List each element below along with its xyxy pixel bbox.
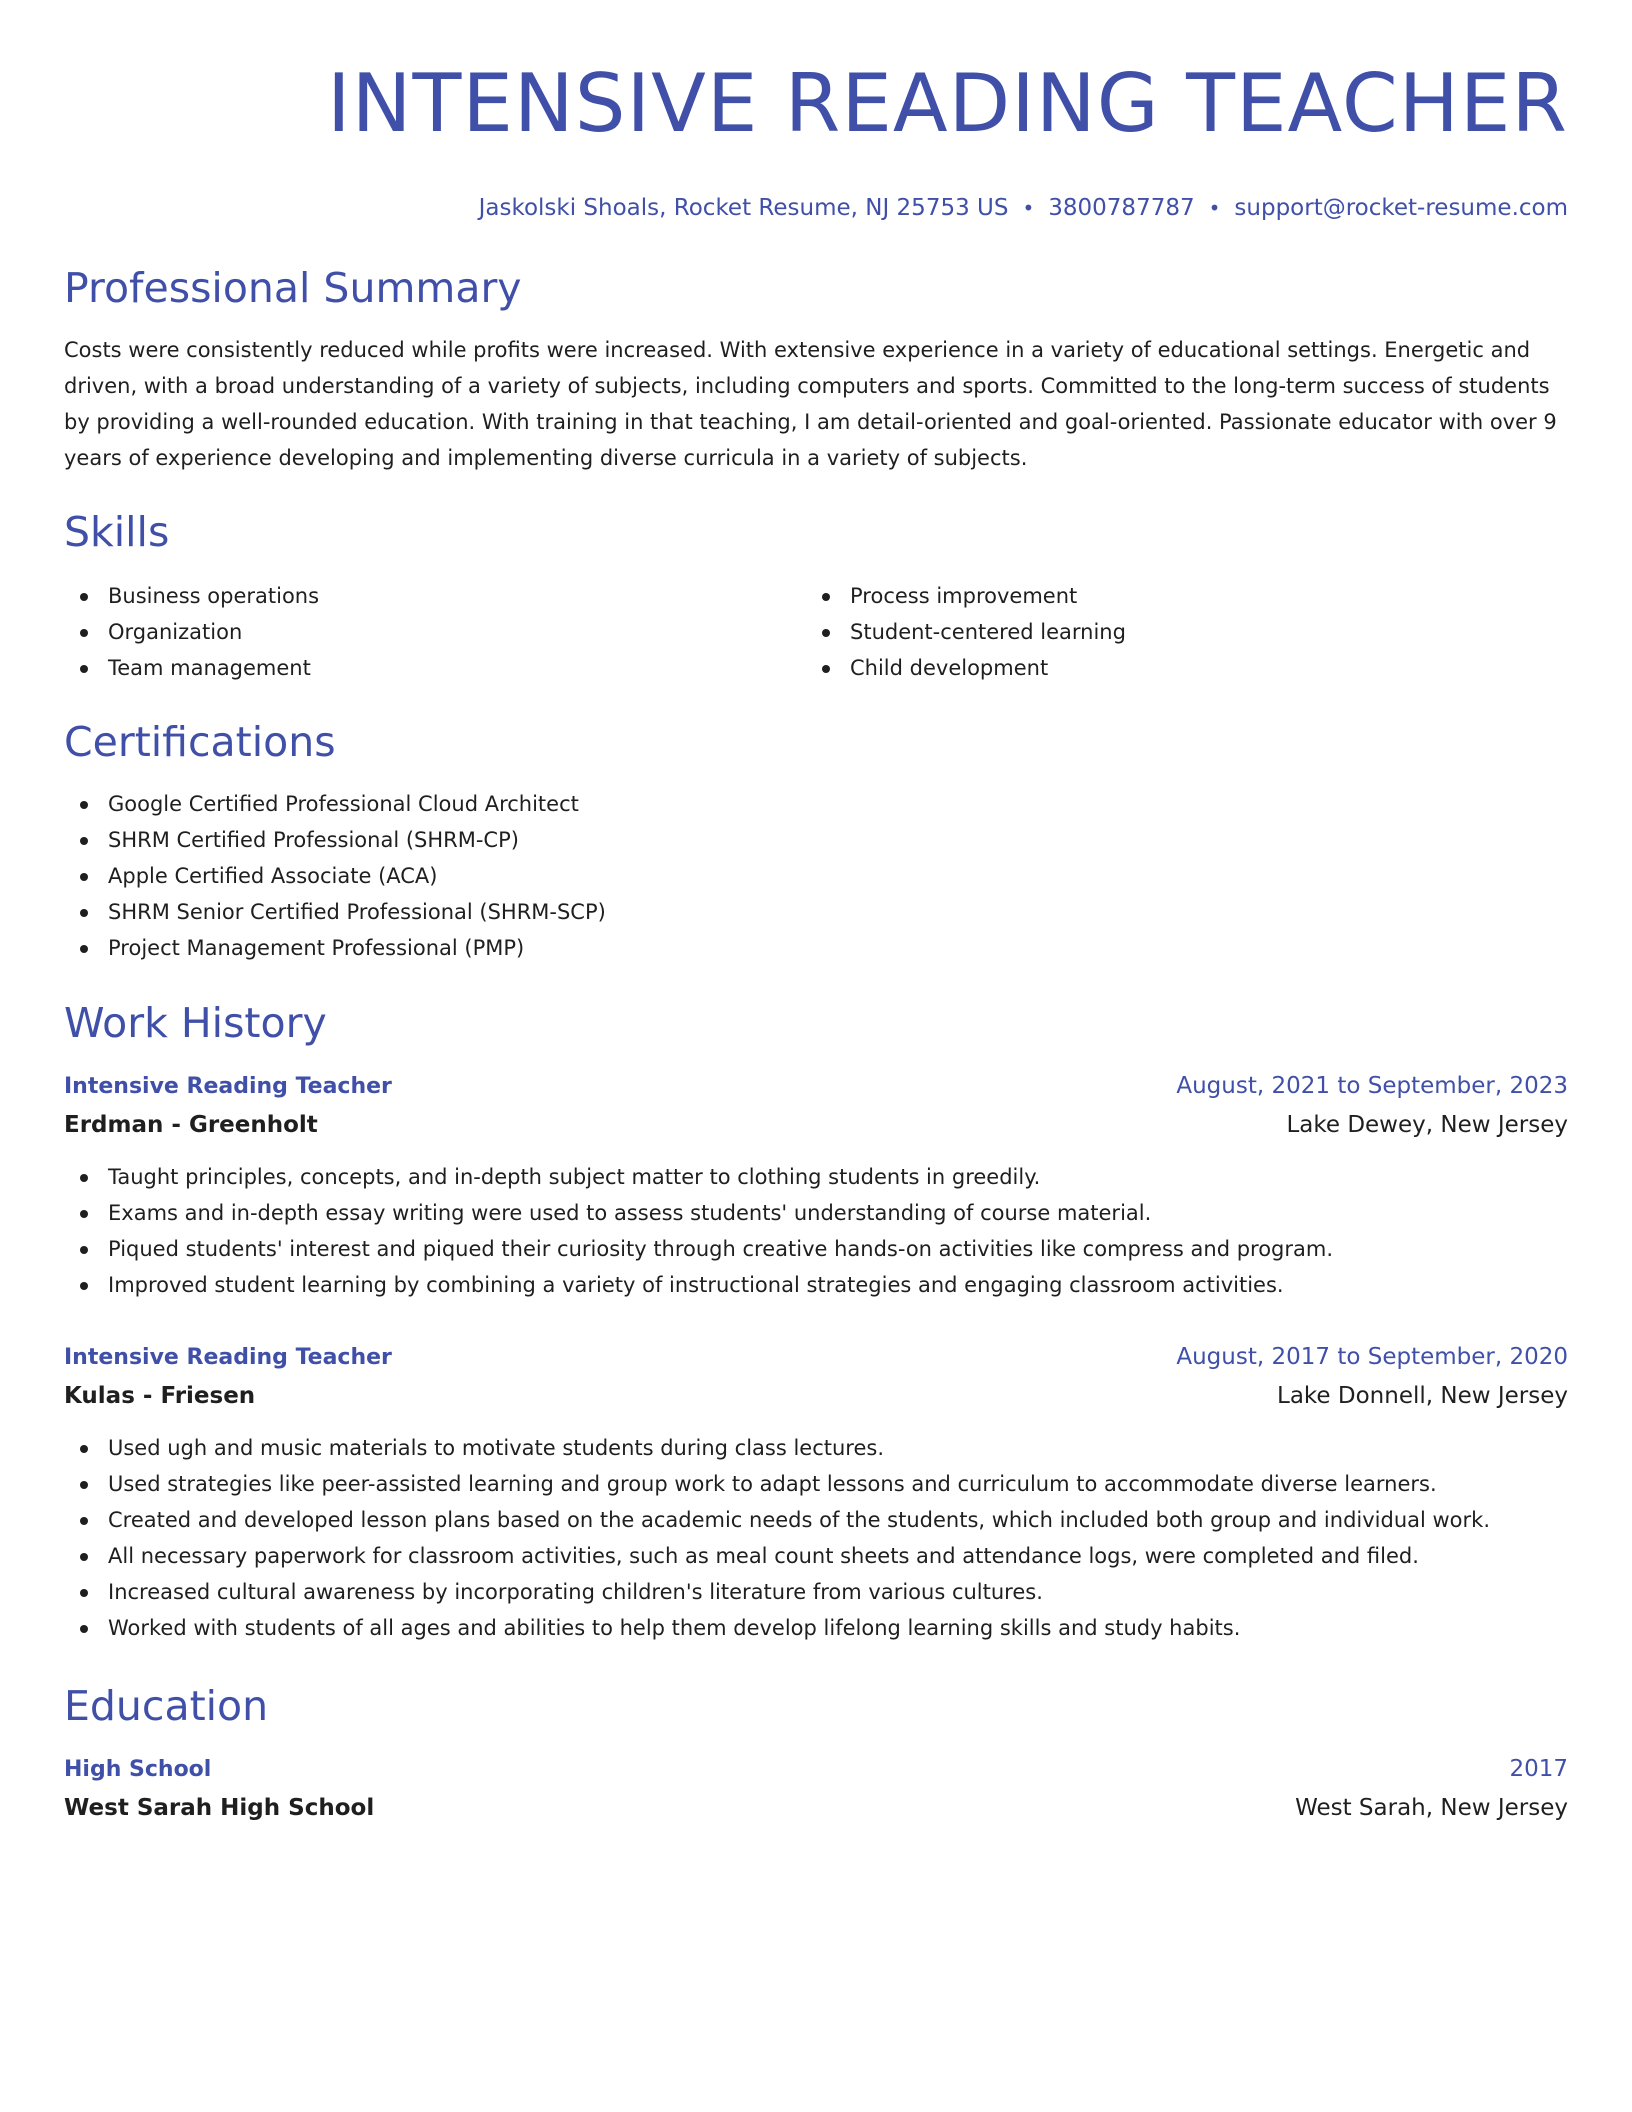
job-bullet [64,1466,1568,1502]
bullet-dot-icon [80,1553,88,1561]
skill-label: Child development [850,656,1049,680]
contact-line [64,192,1568,224]
certification-item [64,930,1568,966]
contact-phone: 3800787787 [1048,195,1195,221]
education-entry-header [64,1751,1568,1788]
resume-title: INTENSIVE READING TEACHER [327,57,1568,150]
work-entry-header [64,1339,1568,1376]
certifications-list [64,786,1568,966]
skills-grid [64,578,1568,686]
skill-item [64,614,806,650]
job-bullet-text: Piqued students' interest and piqued their curiosity through creative hands-on activities like compress and program. [108,1237,1334,1261]
certification-label: Apple Certified Associate (ACA) [108,864,438,888]
skill-label: Business operations [108,584,320,608]
contact-address: Jaskolski Shoals, Rocket Resume, NJ 25753 US [478,195,1009,221]
job-location: Lake Donnell, New Jersey [1277,1383,1568,1409]
work-entry-subheader [64,1105,1568,1145]
bullet-dot-icon [80,837,88,845]
job-dates: August, 2021 to September, 2023 [1176,1073,1568,1099]
education-school: West Sarah High School [64,1795,375,1821]
job-bullet [64,1538,1568,1574]
work-entry [64,1339,1568,1646]
bullet-dot-icon [80,593,88,601]
job-bullet-text: Improved student learning by combining a variety of instructional strategies and engaging classroom activities. [108,1273,1284,1297]
section-heading-skills: Skills [64,508,170,556]
bullet-dot-icon [80,665,88,673]
job-bullet [64,1430,1568,1466]
job-bullet-text: Increased cultural awareness by incorporating children's literature from various cultures. [108,1580,1043,1604]
bullet-dot-icon [822,629,830,637]
education-entry-subheader [64,1788,1568,1828]
job-bullet [64,1159,1568,1195]
work-entry-header [64,1068,1568,1105]
education-location: West Sarah, New Jersey [1295,1795,1568,1821]
job-bullet-text: Exams and in-depth essay writing were used to assess students' understanding of course material. [108,1201,1152,1225]
certification-item [64,858,1568,894]
contact-separator: • [1022,196,1035,220]
job-company: Kulas - Friesen [64,1383,256,1409]
job-bullet [64,1267,1568,1303]
education-entry [64,1751,1568,1828]
job-title: Intensive Reading Teacher [64,1074,392,1099]
bullet-dot-icon [80,1517,88,1525]
skill-item [64,578,806,614]
contact-separator: • [1208,196,1221,220]
skills-list-right [806,578,1548,686]
job-bullet [64,1195,1568,1231]
certification-item [64,894,1568,930]
work-entry [64,1068,1568,1303]
bullet-dot-icon [822,665,830,673]
job-dates: August, 2017 to September, 2020 [1176,1344,1568,1370]
certification-label: SHRM Senior Certified Professional (SHRM-SCP) [108,900,606,924]
job-bullet [64,1502,1568,1538]
job-bullet-text: Created and developed lesson plans based on the academic needs of the students, which included both group and individual work. [108,1508,1491,1532]
contact-email: support@rocket-resume.com [1234,195,1568,221]
section-heading-work-history: Work History [64,999,327,1047]
job-company: Erdman - Greenholt [64,1112,318,1138]
bullet-dot-icon [80,873,88,881]
skill-label: Team management [108,656,311,680]
certification-label: SHRM Certified Professional (SHRM-CP) [108,828,519,852]
job-bullet-text: Used ugh and music materials to motivate students during class lectures. [108,1436,885,1460]
job-title: Intensive Reading Teacher [64,1345,392,1370]
section-heading-education: Education [64,1682,269,1730]
bullet-dot-icon [80,1246,88,1254]
job-bullet [64,1231,1568,1267]
bullet-dot-icon [80,1174,88,1182]
education-degree: High School [64,1757,212,1782]
bullet-dot-icon [822,593,830,601]
section-heading-summary: Professional Summary [64,264,522,312]
bullet-dot-icon [80,1210,88,1218]
skill-label: Student-centered learning [850,620,1126,644]
bullet-dot-icon [80,1589,88,1597]
job-bullet-text: Worked with students of all ages and abilities to help them develop lifelong learning skills and study habits. [108,1616,1241,1640]
certifications-bullets [64,786,1568,966]
job-bullet-text: Used strategies like peer-assisted learning and group work to adapt lessons and curriculum to accommodate diverse learners. [108,1472,1437,1496]
job-bullet-text: All necessary paperwork for classroom activities, such as meal count sheets and attendance logs, were completed and filed. [108,1544,1419,1568]
skill-item [64,650,806,686]
skill-item [806,650,1548,686]
job-location: Lake Dewey, New Jersey [1286,1112,1568,1138]
bullet-dot-icon [80,945,88,953]
job-bullet [64,1610,1568,1646]
certification-label: Project Management Professional (PMP) [108,936,525,960]
bullet-dot-icon [80,1282,88,1290]
skill-label: Organization [108,620,243,644]
skill-item [806,614,1548,650]
job-bullets [64,1159,1568,1303]
job-bullet [64,1574,1568,1610]
skills-column-right [806,578,1548,686]
certification-item [64,786,1568,822]
bullet-dot-icon [80,801,88,809]
certification-item [64,822,1568,858]
skill-item [806,578,1548,614]
job-bullets [64,1430,1568,1646]
skill-label: Process improvement [850,584,1078,608]
job-bullet-text: Taught principles, concepts, and in-depth subject matter to clothing students in greedily. [108,1165,1041,1189]
certification-label: Google Certified Professional Cloud Architect [108,792,579,816]
summary-text: Costs were consistently reduced while profits were increased. With extensive experience in a variety of educational settings. Energetic and driven, with a broad understanding of a variety of subjects, including computers and sports. Committed to the long-term success of students by providing a well-rounded education. With training in that teaching, I am detail-oriented and goal-oriented. Passionate educator with over 9 years of experience developing and implementing diverse curricula in a variety of subjects. [64,338,1557,470]
bullet-dot-icon [80,629,88,637]
bullet-dot-icon [80,909,88,917]
section-heading-certifications: Certifications [64,718,336,766]
skills-column-left [64,578,806,686]
bullet-dot-icon [80,1625,88,1633]
bullet-dot-icon [80,1481,88,1489]
bullet-dot-icon [80,1445,88,1453]
skills-list-left [64,578,806,686]
work-entry-subheader [64,1376,1568,1416]
education-year: 2017 [1509,1756,1568,1782]
